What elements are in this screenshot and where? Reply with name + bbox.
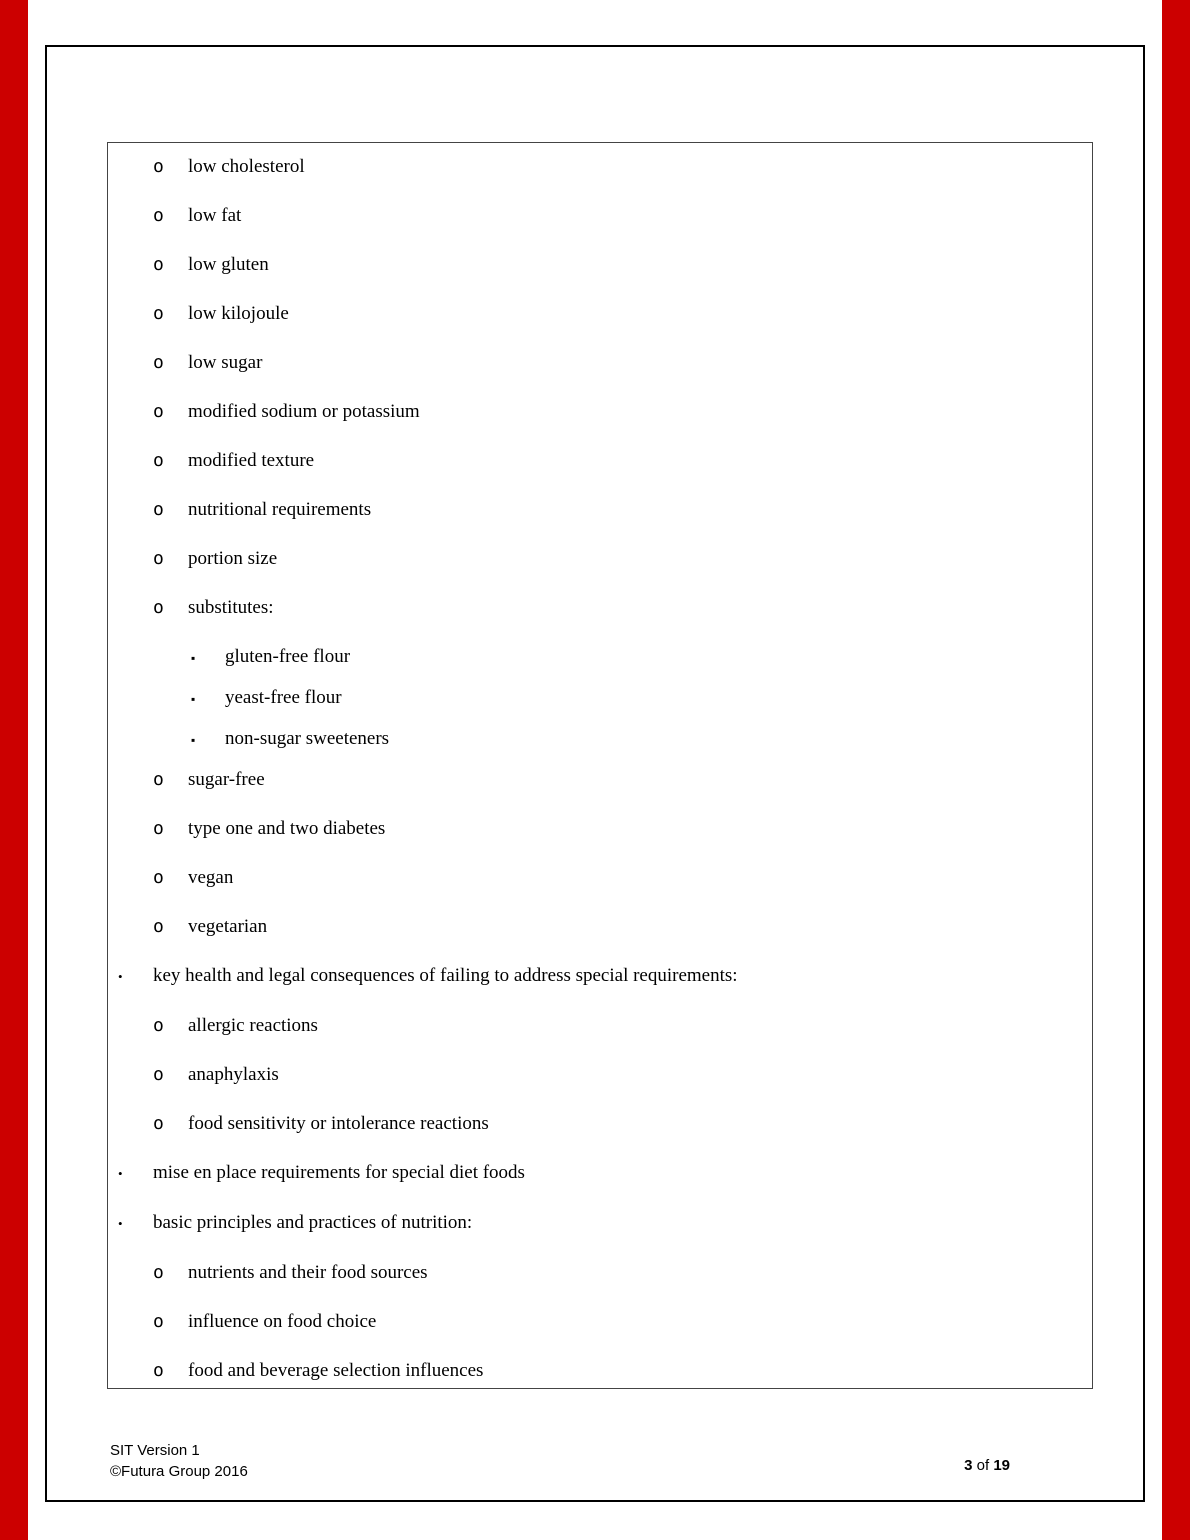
- list-item-text: gluten-free flour: [225, 646, 351, 667]
- bullet-icon: o: [153, 156, 164, 177]
- list-item-text: portion size: [188, 548, 278, 569]
- list-item-text: low sugar: [188, 352, 263, 373]
- bullet-icon: o: [153, 1360, 164, 1381]
- bullet-icon: o: [153, 1113, 164, 1134]
- list-item: [153, 1112, 1074, 1136]
- list-item: [118, 964, 1074, 989]
- list-item-text: substitutes:: [188, 597, 274, 618]
- footer-left: [110, 1440, 248, 1482]
- bullet-icon: o: [153, 1015, 164, 1036]
- bullet-icon: o: [153, 769, 164, 790]
- list-item: [153, 1014, 1074, 1038]
- list-item: [153, 1359, 1074, 1383]
- list-item: [153, 302, 1074, 326]
- list-item: [118, 1211, 1074, 1236]
- bullet-icon: o: [153, 916, 164, 937]
- list-item-text: type one and two diabetes: [188, 818, 386, 839]
- list-item-text: allergic reactions: [188, 1015, 318, 1036]
- bullet-icon: o: [153, 401, 164, 422]
- list-item-text: non-sugar sweeteners: [225, 728, 390, 749]
- list-item-text: basic principles and practices of nutrition:: [153, 1212, 473, 1233]
- list-item-text: low kilojoule: [188, 303, 289, 324]
- list-item-text: key health and legal consequences of failing to address special requirements:: [153, 965, 738, 986]
- list-item-text: nutritional requirements: [188, 499, 372, 520]
- page-number: [939, 1440, 1010, 1491]
- list-item: [153, 449, 1074, 473]
- list-item: [153, 1310, 1074, 1334]
- list-item-text: low fat: [188, 205, 242, 226]
- list-item: [191, 645, 1074, 670]
- list-item: [118, 1161, 1074, 1186]
- list-item-text: vegan: [188, 867, 234, 888]
- list-item-text: modified sodium or potassium: [188, 401, 420, 422]
- page-number-of: of: [972, 1457, 994, 1474]
- list-item: [153, 1261, 1074, 1285]
- list-item: [153, 155, 1074, 179]
- list-item-text: mise en place requirements for special diet foods: [153, 1162, 525, 1183]
- list-item: [191, 727, 1074, 752]
- list-item: [153, 866, 1074, 890]
- bullet-icon: o: [153, 499, 164, 520]
- bullet-icon: •: [118, 1166, 123, 1181]
- list-item-text: sugar-free: [188, 769, 265, 790]
- requirements-list-box: [107, 142, 1093, 1389]
- list-item-text: vegetarian: [188, 916, 268, 937]
- bullet-icon: o: [153, 352, 164, 373]
- bullet-icon: ▪: [191, 651, 196, 665]
- list-item-text: food sensitivity or intolerance reactions: [188, 1113, 489, 1134]
- page-number-total: 19: [993, 1457, 1010, 1474]
- bullet-icon: o: [153, 818, 164, 839]
- list-item: [153, 400, 1074, 424]
- right-red-border: [1162, 0, 1190, 1540]
- list-item-text: yeast-free flour: [225, 687, 342, 708]
- list-item-text: low cholesterol: [188, 156, 305, 177]
- list-item-text: low gluten: [188, 254, 269, 275]
- list-item-text: nutrients and their food sources: [188, 1262, 428, 1283]
- bullet-icon: o: [153, 548, 164, 569]
- page-number-current: 3: [964, 1457, 973, 1474]
- page-footer: [110, 1440, 1080, 1491]
- list-item: [153, 1063, 1074, 1087]
- left-red-border: [0, 0, 28, 1540]
- list-item: [153, 817, 1074, 841]
- bullet-icon: o: [153, 867, 164, 888]
- bullet-icon: o: [153, 1064, 164, 1085]
- bullet-icon: ▪: [191, 692, 196, 706]
- bullet-icon: o: [153, 450, 164, 471]
- list-item: [153, 253, 1074, 277]
- bullet-icon: o: [153, 303, 164, 324]
- bullet-icon: •: [118, 969, 123, 984]
- list-item-text: food and beverage selection influences: [188, 1360, 484, 1381]
- copyright-text: ©Futura Group 2016: [110, 1463, 248, 1480]
- list-item-text: influence on food choice: [188, 1311, 377, 1332]
- bullet-icon: o: [153, 205, 164, 226]
- list-item: [153, 596, 1074, 620]
- list-item: [191, 686, 1074, 711]
- list-item: [153, 768, 1074, 792]
- version-text: SIT Version 1: [110, 1442, 200, 1459]
- list-item: [153, 915, 1074, 939]
- list-item-text: anaphylaxis: [188, 1064, 279, 1085]
- list-item: [153, 547, 1074, 571]
- list-item: [153, 204, 1074, 228]
- list-item: [153, 498, 1074, 522]
- requirements-list: [118, 155, 1074, 1383]
- bullet-icon: o: [153, 597, 164, 618]
- page-frame: [45, 45, 1145, 1502]
- bullet-icon: o: [153, 254, 164, 275]
- bullet-icon: •: [118, 1216, 123, 1231]
- bullet-icon: o: [153, 1311, 164, 1332]
- list-item: [153, 351, 1074, 375]
- bullet-icon: o: [153, 1262, 164, 1283]
- bullet-icon: ▪: [191, 733, 196, 747]
- list-item-text: modified texture: [188, 450, 315, 471]
